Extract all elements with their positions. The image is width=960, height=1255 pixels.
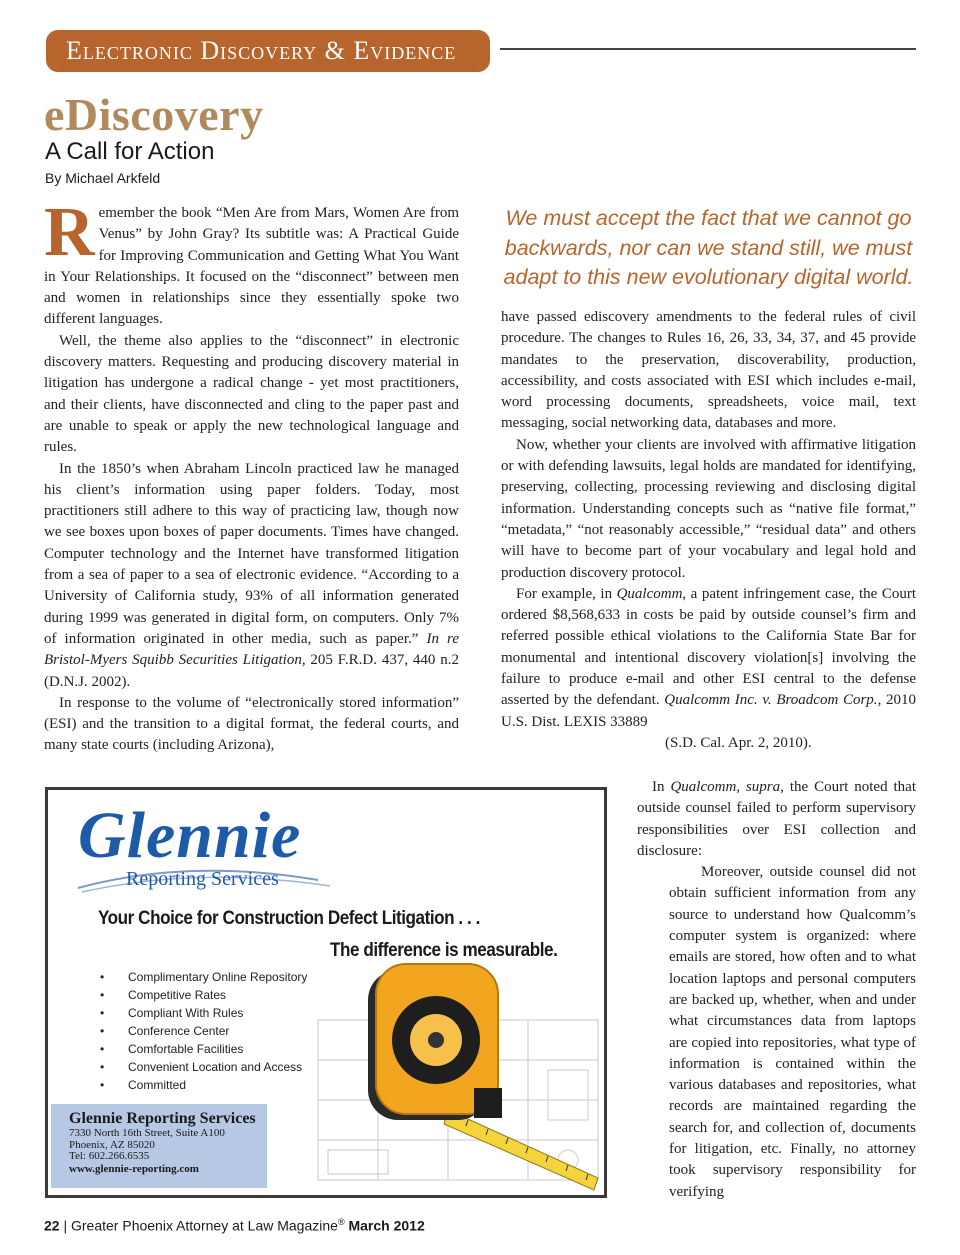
page-number: 22 — [44, 1217, 60, 1234]
tape-measure-illustration — [298, 960, 606, 1192]
tape-blade-icon — [444, 1110, 598, 1190]
paragraph: In the 1850’s when Abraham Lincoln practiced law he managed his client’s information using paper folders. Today, most practitioners still adhere to this way of practicing law, though now we see boxes upon boxes of paper documents. Times have changed. Computer technology and the Internet have transformed litigation from a sea of paper to a sea of electronic evidence. “According to a University of California study, 93% of all information generated during 1999 was generated in digital form, on computers. Only 7% of information originated in other media, such as paper.” In re Bristol-Myers Squibb Securities Litigation, 205 F.R.D. 437, 440 n.2 (D.N.J. 2002). — [44, 460, 459, 690]
advertiser-logo: Glennie — [78, 799, 302, 872]
block-quote: Moreover, outside counsel did not obtain sufficient information from any source to understand how Qualcomm’s computer system is organized: where emails are stored, how often and to what location laptops and personal computers are backed up, whether, when and under what circumstances data from laptops are copied into repositories, what type of information is contained within the various databases and repositories, what records are maintained regarding the search for, and collection of, documents for litigation, etc. Finally, no attorney took supervisory responsibility for verifying — [669, 864, 916, 1200]
article-column-right-lower — [637, 777, 916, 1207]
footer-separator: | — [63, 1217, 68, 1234]
magazine-name: Greater Phoenix Attorney at Law Magazine — [71, 1217, 338, 1234]
section-divider — [500, 48, 916, 50]
page-footer — [44, 1217, 425, 1234]
article-title: eDiscovery — [44, 89, 264, 140]
advertiser-name: Glennie Reporting Services — [69, 1110, 256, 1127]
list-item: • Complimentary Online Repository — [100, 968, 307, 986]
registered-mark: ® — [337, 1217, 345, 1227]
list-item: • Compliant With Rules — [100, 1004, 307, 1022]
advertisement[interactable] — [45, 787, 607, 1198]
paragraph: Now, whether your clients are involved with affirmative litigation or with defending lawsuits, legal holds are mandated for identifying, preserving, collecting, processing reviewing and disclosing digital information. Understanding concepts such as “native file format,” “metadata,” “not reasonably accessible,” “residual data” and others will have to become part of your vocabulary and legal hold and production discovery protocol. — [501, 436, 916, 581]
paragraph: (S.D. Cal. Apr. 2, 2010). — [665, 734, 812, 751]
paragraph: In response to the volume of “electronically stored information” (ESI) and the transition to a digital format, the federal courts, and many state courts (including Arizona), — [44, 694, 459, 754]
paragraph: For example, in Qualcomm, a patent infringement case, the Court ordered $8,568,633 in costs be paid by outside counsel’s firm and referred possible ethical violations to the California State Bar for monumental and intentional discovery violation[s] involving the failure to produce e-mail and other ESI central to the defense asserted by the defendant. Qualcomm Inc. v. Broadcom Corp., 2010 U.S. Dist. LEXIS 33889 — [501, 585, 916, 730]
pull-quote: We must accept the fact that we cannot go backwards, nor can we stand still, we must adapt to this new evolutionary digital world. — [503, 206, 914, 289]
ad-contact-box — [51, 1104, 267, 1188]
phone-number: Tel: 602.266.6535 — [69, 1150, 150, 1162]
ad-feature-list — [100, 968, 307, 1094]
list-item: • Conference Center — [100, 1022, 307, 1040]
article-subtitle: A Call for Action — [45, 138, 215, 165]
ad-headline: Your Choice for Construction Defect Litigation . . . — [98, 908, 480, 929]
article-column-right — [501, 307, 916, 777]
case-citation: In re Bristol-Myers Squibb Securities Litigation — [44, 630, 459, 669]
list-item: • Comfortable Facilities — [100, 1040, 307, 1058]
list-item: • Competitive Rates — [100, 986, 307, 1004]
case-citation: Qualcomm Inc. v. Broadcom Corp. — [664, 692, 878, 709]
article-column-left — [44, 203, 459, 763]
drop-cap: R — [44, 203, 95, 271]
case-citation: Qualcomm, supra — [670, 779, 781, 795]
paragraph: have passed ediscovery amendments to the federal rules of civil procedure. The changes to Rules 16, 26, 33, 34, 37, and 45 provide mandates to the preservation, discoverability, production, accessibility, and costs associated with ESI which includes e-mail, word processing documents, spreadsheets, voice mail, text messaging, social networking data, databases and more. — [501, 309, 916, 432]
issue-date: March 2012 — [348, 1217, 425, 1234]
tape-measure-icon — [368, 964, 502, 1120]
section-header: Electronic Discovery & Evidence — [46, 30, 490, 72]
case-citation: Qualcomm — [616, 585, 683, 602]
article-byline: By Michael Arkfeld — [45, 170, 161, 186]
advertiser-logo-subtitle: Reporting Services — [126, 868, 279, 890]
website-link[interactable]: www.glennie-reporting.com — [69, 1162, 199, 1175]
paragraph: Remember the book “Men Are from Mars, Women Are from Venus” by John Gray? Its subtitle was: A Practical Guide for Improving Communication and Getting What You Want in Your Relationships. It focused on the “disconnect” between men and women in relationships since they essentially spoke two different languages. — [44, 203, 459, 328]
address-line: Phoenix, AZ 85020 — [69, 1138, 155, 1151]
address-line: 7330 North 16th Street, Suite A100 — [69, 1127, 225, 1139]
list-item: • Convenient Location and Access — [100, 1058, 307, 1076]
paragraph: In Qualcomm, supra, the Court noted that outside counsel failed to perform supervisory responsibilities over ESI collection and disclosure: — [637, 779, 916, 859]
paragraph: Well, the theme also applies to the “disconnect” in electronic discovery matters. Requesting and producing discovery material in litigation has undergone a radical change - yet most practitioners, and their clients, have disconnected and cling to the paper past and are unable to speak or apply the new technological language and rules. — [44, 332, 459, 456]
list-item: • Committed — [100, 1076, 307, 1094]
ad-tagline: The difference is measurable. — [330, 940, 558, 961]
